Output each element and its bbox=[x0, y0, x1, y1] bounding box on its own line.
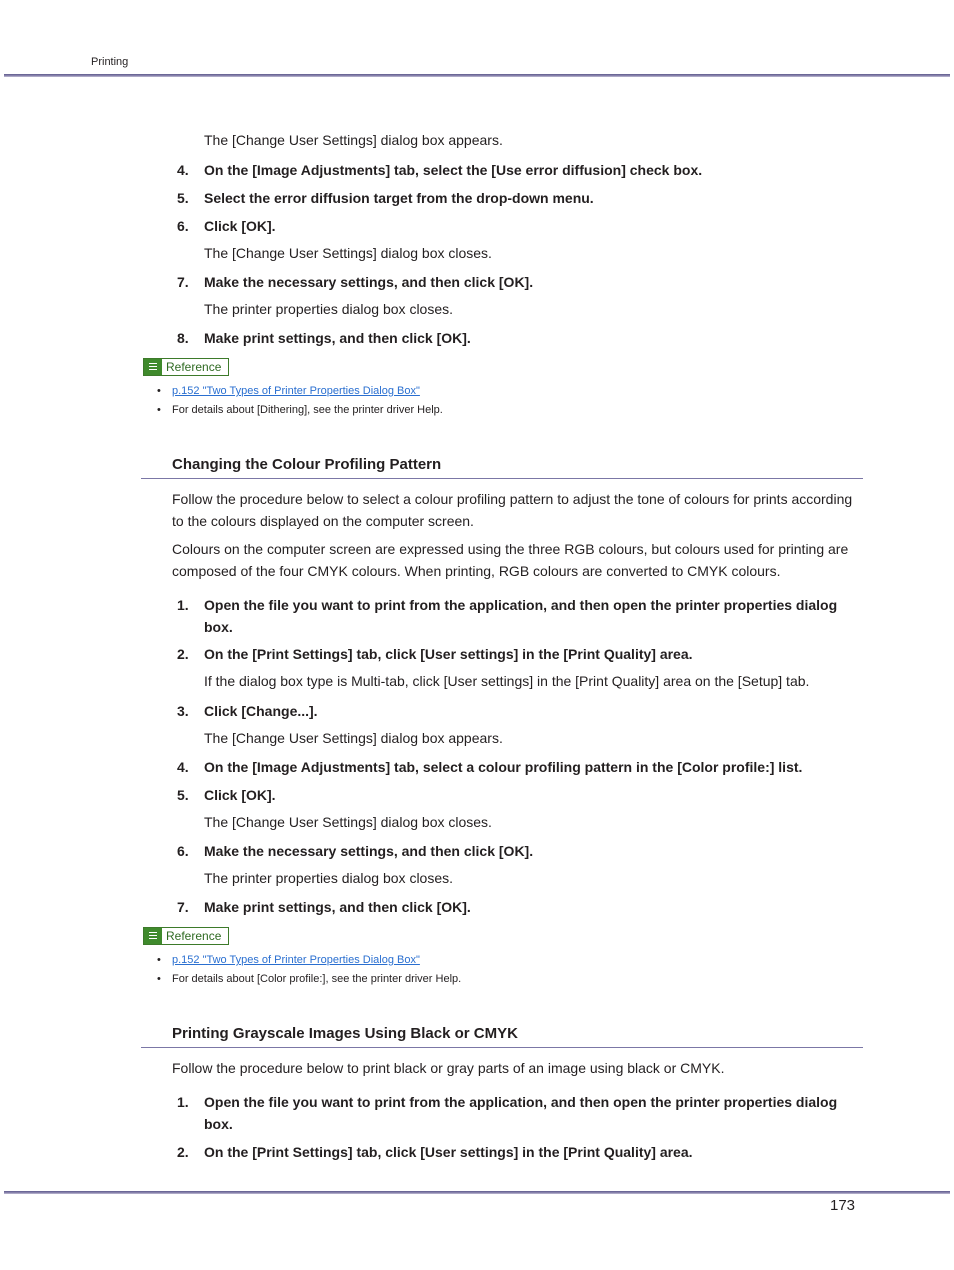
step-text: Open the file you want to print from the application, and then open the printer properties dialog box. bbox=[204, 1094, 838, 1132]
step-text: On the [Print Settings] tab, click [User settings] in the [Print Quality] area. bbox=[204, 1144, 693, 1160]
step-1 bbox=[177, 594, 867, 638]
step-4 bbox=[177, 159, 867, 181]
step-number: 4. bbox=[177, 759, 189, 775]
step-text: Make the necessary settings, and then click [OK]. bbox=[204, 843, 534, 859]
document-icon bbox=[144, 359, 162, 375]
reference-label: Reference bbox=[166, 929, 222, 943]
step-number: 8. bbox=[177, 330, 189, 346]
step-text: Select the error diffusion target from the drop-down menu. bbox=[204, 190, 594, 206]
step-3 bbox=[177, 700, 867, 722]
bullet-text: For details about [Dithering], see the printer driver Help. bbox=[172, 404, 443, 416]
note-dialog-appears: The [Change User Settings] dialog box appears. bbox=[204, 730, 503, 746]
note-dialog-closes: The [Change User Settings] dialog box closes. bbox=[204, 245, 492, 261]
section-heading-colour-profiling: Changing the Colour Profiling Pattern bbox=[172, 456, 442, 473]
step-number: 5. bbox=[177, 787, 189, 803]
section-heading-grayscale: Printing Grayscale Images Using Black or CMYK bbox=[172, 1025, 518, 1042]
step-text: Click [OK]. bbox=[204, 218, 276, 234]
reference-badge bbox=[143, 927, 229, 945]
step-number: 6. bbox=[177, 843, 189, 859]
step-text: Click [Change...]. bbox=[204, 703, 318, 719]
step-text: Make the necessary settings, and then click [OK]. bbox=[204, 274, 534, 290]
step-number: 3. bbox=[177, 703, 189, 719]
step-text: Make print settings, and then click [OK]. bbox=[204, 899, 471, 915]
step-number: 1. bbox=[177, 1094, 189, 1110]
document-icon bbox=[144, 928, 162, 944]
step-number: 5. bbox=[177, 190, 189, 206]
step-7 bbox=[177, 271, 867, 293]
step-5 bbox=[177, 187, 867, 209]
step-text: On the [Image Adjustments] tab, select a colour profiling pattern in the [Color profile:] list. bbox=[204, 759, 803, 775]
note-properties-closes: The printer properties dialog box closes. bbox=[204, 870, 454, 886]
intro-paragraph: Follow the procedure below to print black or gray parts of an image using black or CMYK. bbox=[172, 1060, 725, 1076]
step-text: Make print settings, and then click [OK]. bbox=[204, 330, 471, 346]
header-rule bbox=[4, 74, 950, 77]
step-number: 4. bbox=[177, 162, 189, 178]
note-dialog-appears: The [Change User Settings] dialog box appears. bbox=[204, 132, 503, 148]
step-2 bbox=[177, 643, 867, 665]
bullet-dot: • bbox=[157, 385, 161, 397]
step-7 bbox=[177, 896, 867, 918]
step-number: 2. bbox=[177, 1144, 189, 1160]
step-5 bbox=[177, 784, 867, 806]
heading-rule bbox=[141, 1047, 863, 1048]
step-number: 7. bbox=[177, 899, 189, 915]
step-text: On the [Image Adjustments] tab, select the [Use error diffusion] check box. bbox=[204, 162, 703, 178]
running-header: Printing bbox=[91, 56, 129, 68]
step-number: 7. bbox=[177, 274, 189, 290]
step-8 bbox=[177, 327, 867, 349]
step-text: On the [Print Settings] tab, click [User settings] in the [Print Quality] area. bbox=[204, 646, 693, 662]
step-6 bbox=[177, 840, 867, 862]
reference-link[interactable]: p.152 "Two Types of Printer Properties Dialog Box" bbox=[172, 954, 420, 966]
step-text: Open the file you want to print from the application, and then open the printer properties dialog box. bbox=[204, 597, 838, 635]
reference-badge bbox=[143, 358, 229, 376]
bullet-dot: • bbox=[157, 973, 161, 985]
step-number: 6. bbox=[177, 218, 189, 234]
reference-label: Reference bbox=[166, 360, 222, 374]
bullet-dot: • bbox=[157, 954, 161, 966]
note-multitab: If the dialog box type is Multi-tab, click [User settings] in the [Print Quality] area on the [Setup] tab. bbox=[204, 673, 810, 689]
step-6 bbox=[177, 215, 867, 237]
step-1 bbox=[177, 1091, 867, 1135]
step-text: Click [OK]. bbox=[204, 787, 276, 803]
bullet-text: For details about [Color profile:], see the printer driver Help. bbox=[172, 973, 462, 985]
intro-paragraph: Follow the procedure below to select a colour profiling pattern to adjust the tone of colours for prints according to the colours displayed on the computer screen. bbox=[172, 491, 853, 529]
bullet-dot: • bbox=[157, 404, 161, 416]
step-2 bbox=[177, 1141, 867, 1163]
note-dialog-closes: The [Change User Settings] dialog box closes. bbox=[204, 814, 492, 830]
footer-rule bbox=[4, 1191, 950, 1194]
rgb-cmyk-paragraph: Colours on the computer screen are expressed using the three RGB colours, but colours used for printing are composed of the four CMYK colours. When printing, RGB colours are converted to CMYK colours. bbox=[172, 541, 849, 579]
step-number: 2. bbox=[177, 646, 189, 662]
step-number: 1. bbox=[177, 597, 189, 613]
step-4 bbox=[177, 756, 867, 778]
reference-link[interactable]: p.152 "Two Types of Printer Properties Dialog Box" bbox=[172, 385, 420, 397]
page-number: 173 bbox=[830, 1197, 856, 1214]
note-properties-closes: The printer properties dialog box closes. bbox=[204, 301, 454, 317]
heading-rule bbox=[141, 478, 863, 479]
